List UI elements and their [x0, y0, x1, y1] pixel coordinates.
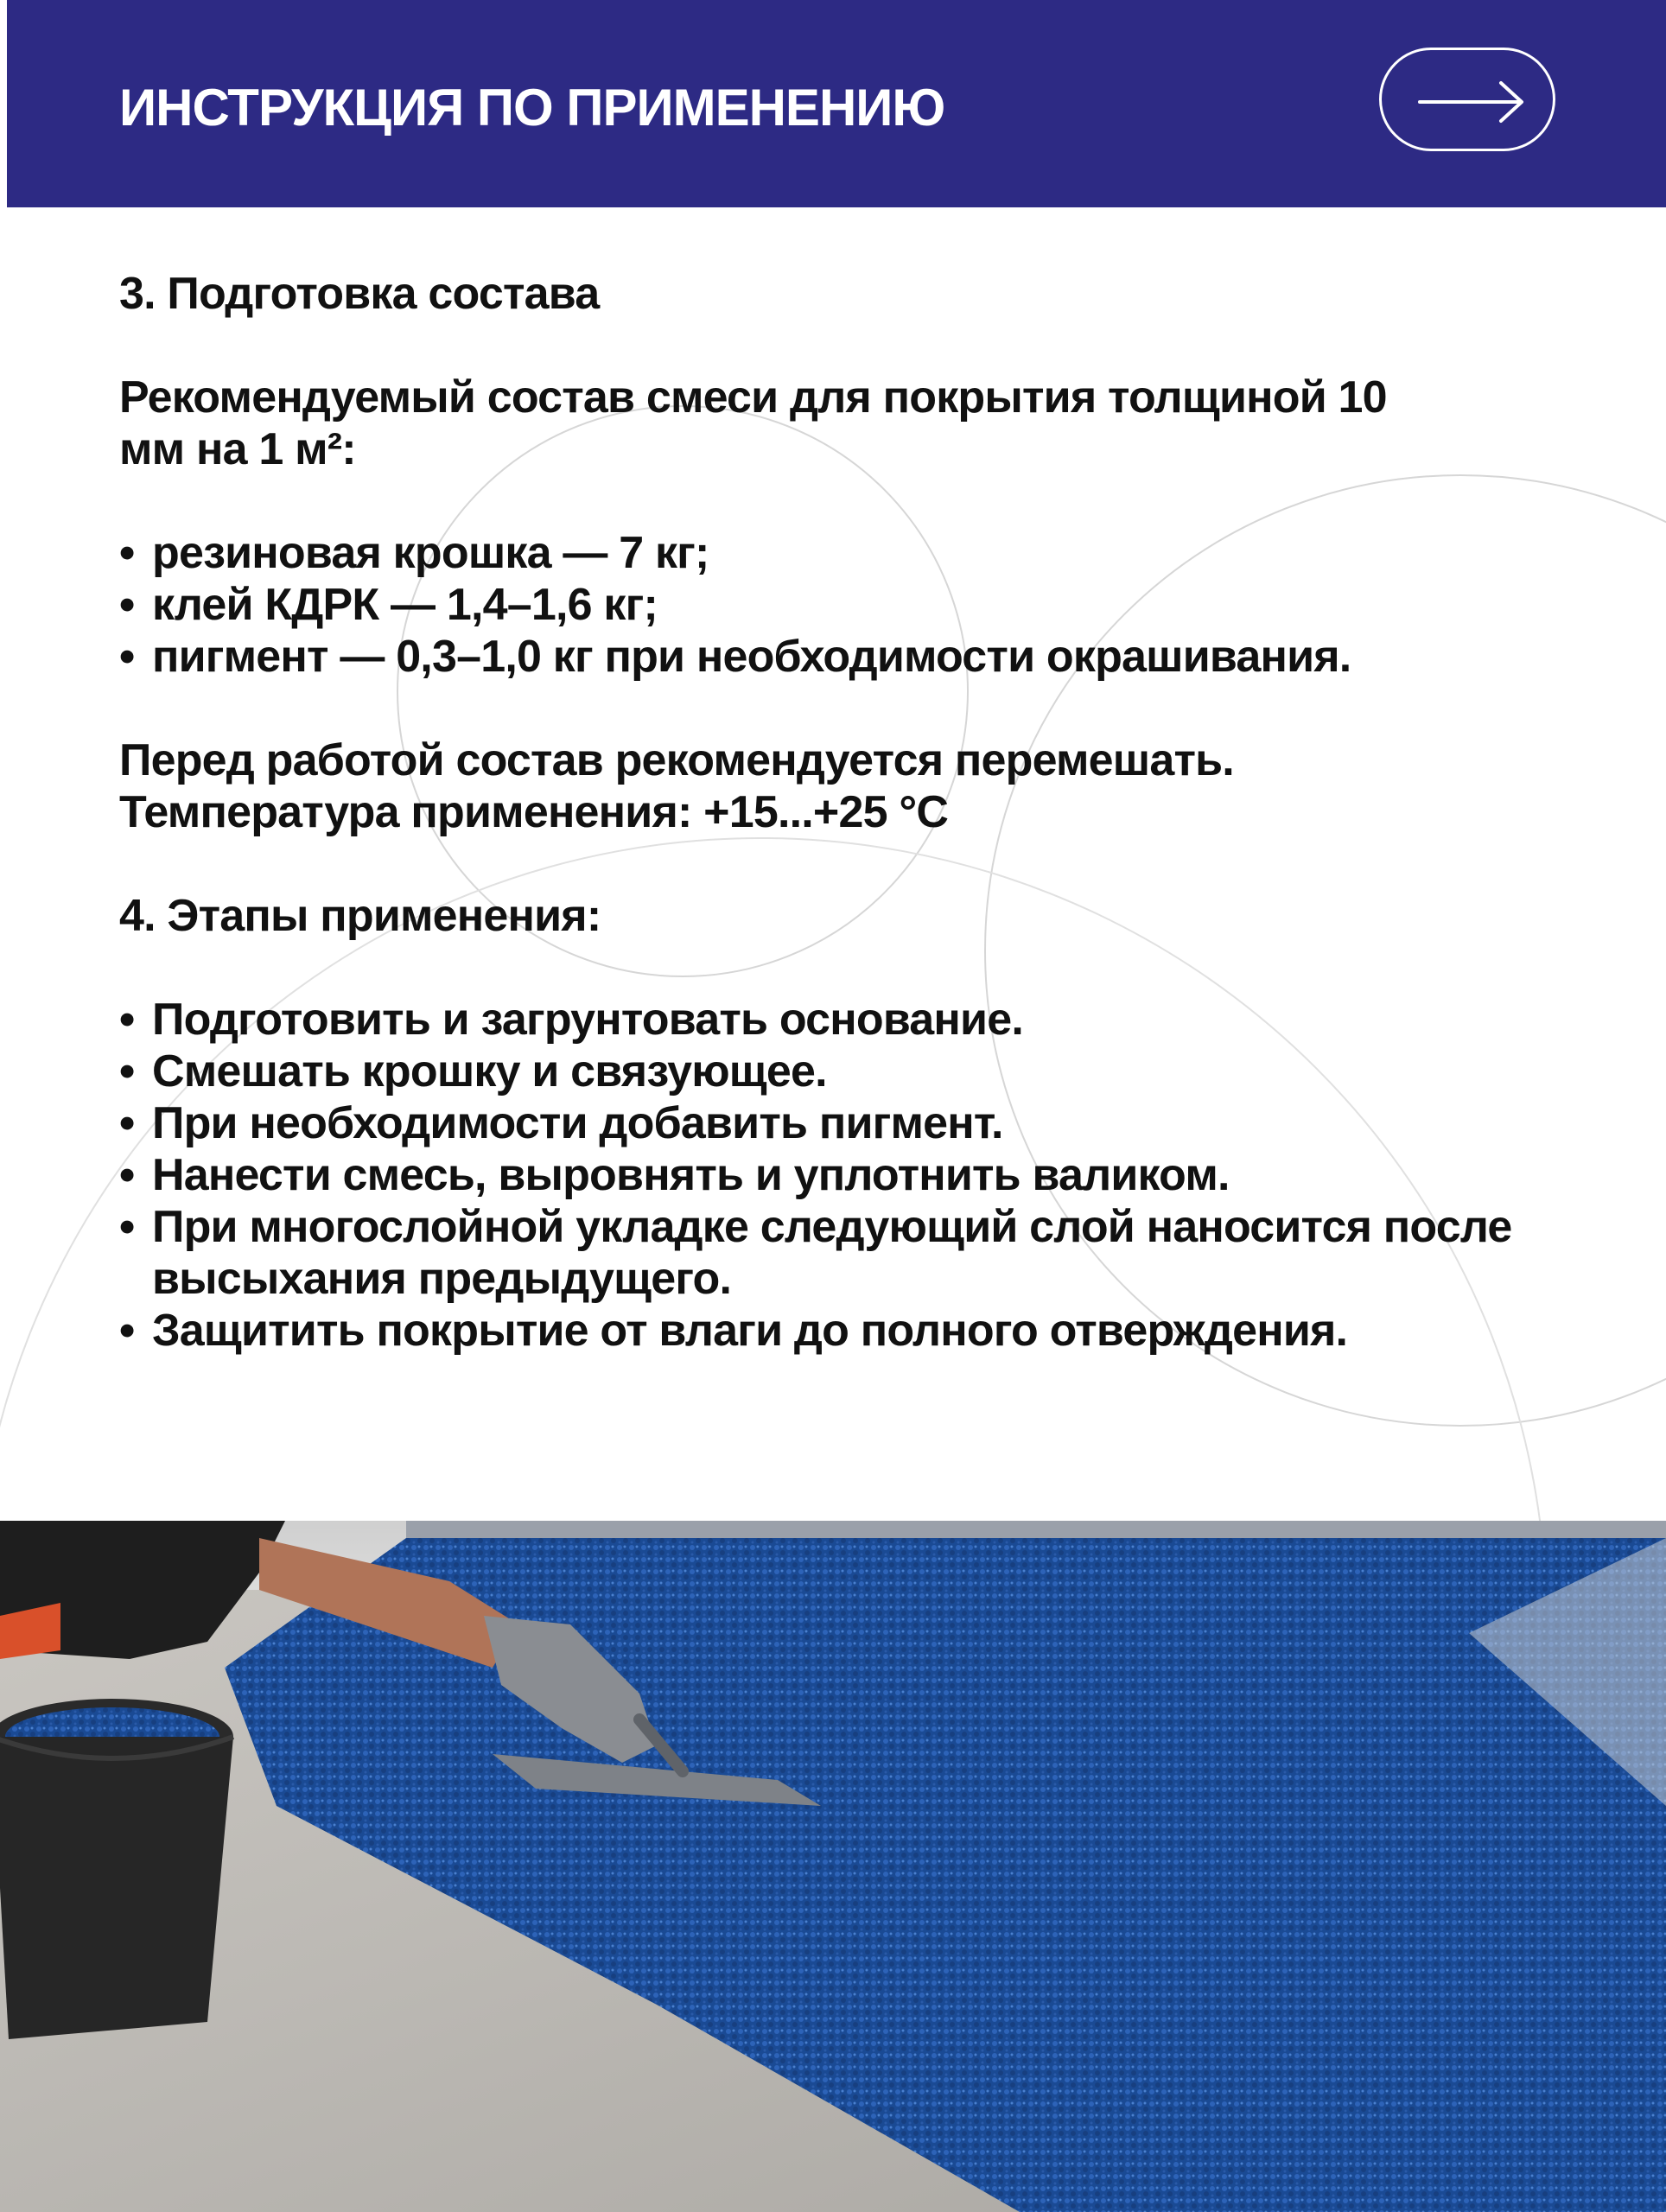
- list-item: • клей КДРК — 1,4–1,6 кг;: [119, 579, 1571, 631]
- composition-intro-line-2: мм на 1 м²:: [119, 424, 356, 474]
- composition-intro-line-1: Рекомендуемый состав смеси для покрытия толщиной 10: [119, 372, 1387, 423]
- list-item: • Нанести смесь, выровнять и уплотнить валиком.: [119, 1149, 1571, 1201]
- list-item: • Подготовить и загрунтовать основание.: [119, 994, 1571, 1046]
- list-item: • Смешать крошку и связующее.: [119, 1046, 1571, 1097]
- arrow-right-icon: [1418, 79, 1525, 124]
- instructions-content: [119, 268, 1571, 1357]
- temperature-note: Температура применения: +15...+25 °C: [119, 787, 949, 837]
- mixing-note: Перед работой состав рекомендуется перемешать.: [119, 735, 1234, 785]
- list-item: • При многослойной укладке следующий слой наносится после высыхания предыдущего.: [119, 1201, 1526, 1305]
- next-button[interactable]: [1379, 48, 1555, 151]
- header-bar: [7, 0, 1666, 207]
- composition-list: [119, 527, 1571, 683]
- section-3-heading: 3. Подготовка состава: [119, 269, 600, 319]
- section-4-heading: 4. Этапы применения:: [119, 891, 601, 941]
- list-item: • Защитить покрытие от влаги до полного отверждения.: [119, 1305, 1571, 1357]
- list-item: • резиновая крошка — 7 кг;: [119, 527, 1571, 579]
- application-photo: [0, 1521, 1666, 2212]
- steps-list: [119, 994, 1571, 1357]
- list-item: • пигмент — 0,3–1,0 кг при необходимости окрашивания.: [119, 631, 1571, 683]
- page-title: ИНСТРУКЦИЯ ПО ПРИМЕНЕНИЮ: [119, 79, 945, 137]
- list-item: • При необходимости добавить пигмент.: [119, 1097, 1571, 1149]
